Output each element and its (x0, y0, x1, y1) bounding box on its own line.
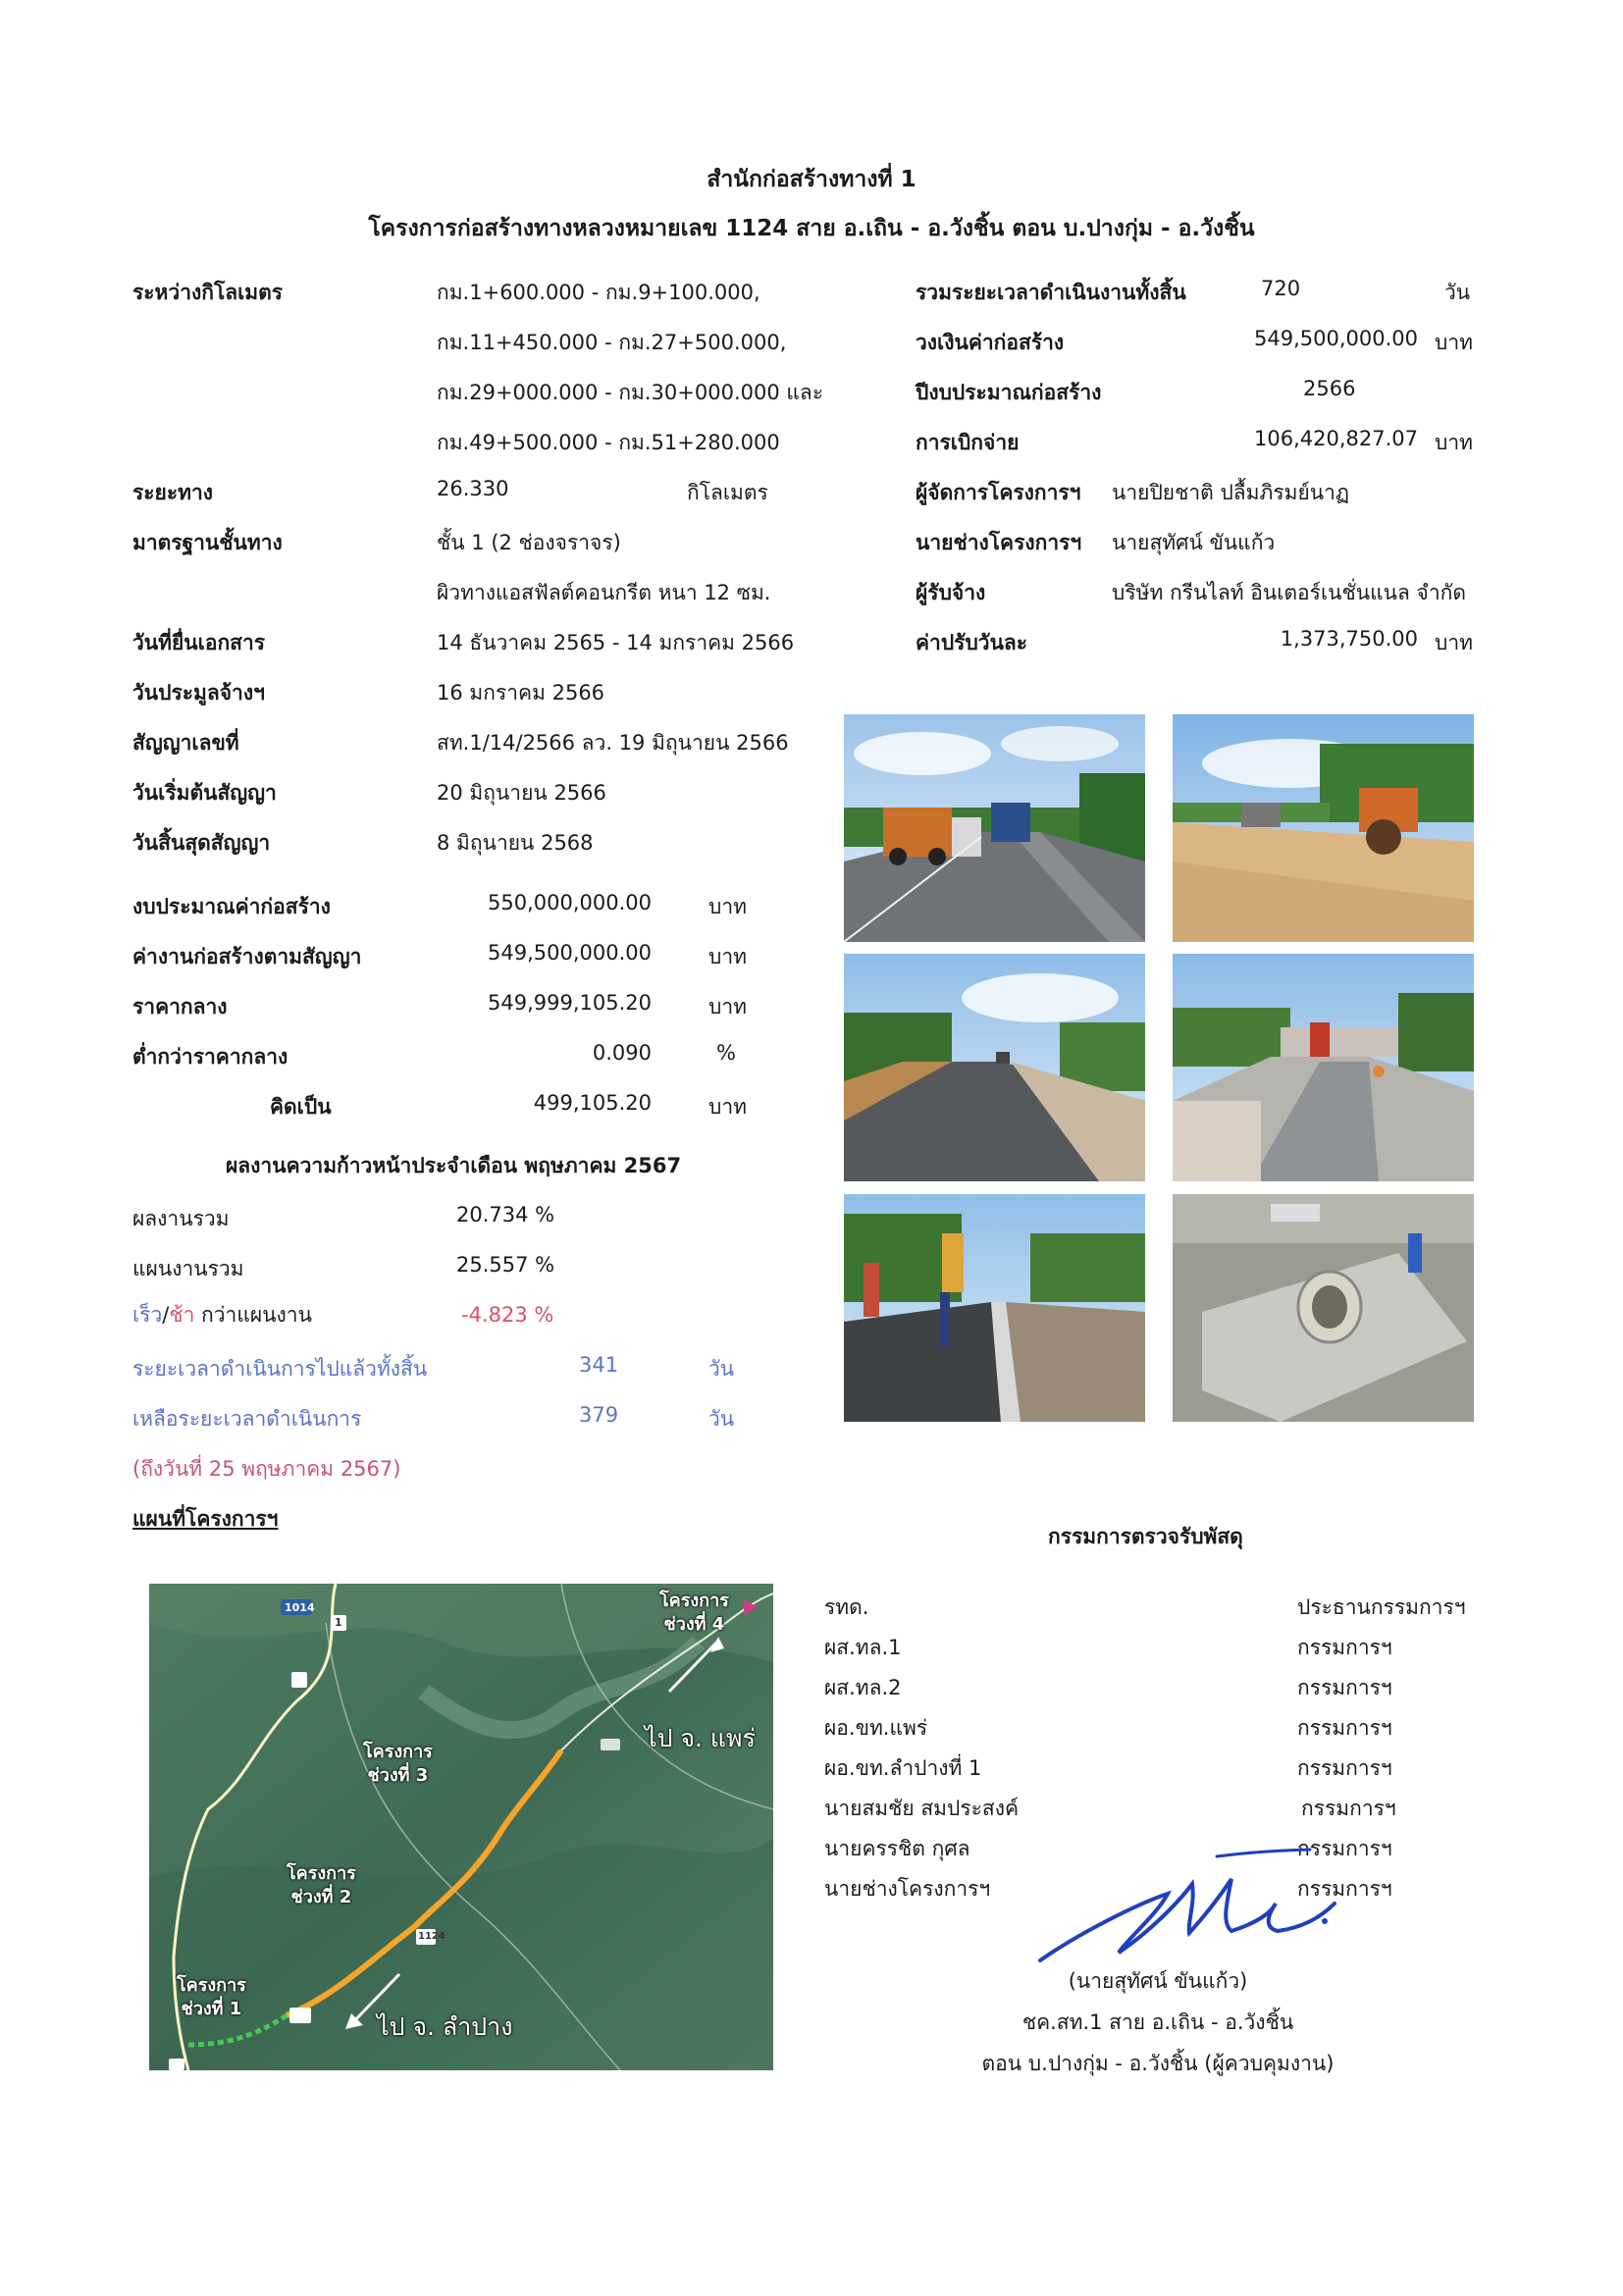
fast-word: เร็ว (132, 1303, 163, 1327)
slow-word: ช้า (169, 1303, 195, 1327)
distance-value: 26.330 (437, 477, 509, 500)
member-role-4: กรรมการฯ (1297, 1756, 1392, 1780)
member-role-1: กรรมการฯ (1297, 1636, 1392, 1659)
year-value: 2566 (1303, 377, 1356, 400)
finance-unit-4: บาท (708, 1095, 747, 1119)
km-line-2: กม.11+450.000 - กม.27+500.000, (437, 331, 787, 354)
finance-value-4: 499,105.20 (533, 1091, 652, 1115)
signer-name: (นายสุทัศน์ ขันแก้ว) (1068, 1969, 1248, 1993)
remain-label: เหลือระยะเวลาดำเนินการ (132, 1407, 362, 1431)
member-name-0: รทด. (824, 1595, 869, 1619)
vs-plan: กว่าแผนงาน (194, 1303, 312, 1327)
photo-road-prime (844, 954, 1145, 1181)
progress-speed-label (132, 1299, 312, 1331)
contract-no-value: สท.1/14/2566 ลว. 19 มิถุนายน 2566 (437, 731, 789, 755)
finance-label-4: คิดเป็น (270, 1095, 332, 1119)
finance-value-2: 549,999,105.20 (488, 991, 652, 1015)
member-role-5: กรรมการฯ (1301, 1797, 1396, 1820)
finance-value-1: 549,500,000.00 (488, 941, 652, 965)
progress-plan-label: แผนงานรวม (132, 1257, 244, 1280)
member-name-6: นายครรชิต กุศล (824, 1837, 970, 1860)
segment-2-label: โครงการ ช่วงที่ 2 (287, 1863, 356, 1907)
to-phrae-label: ไป จ. แพร่ (645, 1724, 756, 1752)
duration-unit: วัน (1444, 281, 1471, 304)
finance-value-3: 0.090 (592, 1041, 652, 1065)
member-name-4: ผอ.ขท.ลำปางที่ 1 (824, 1756, 982, 1780)
budget-value: 549,500,000.00 (1254, 327, 1418, 350)
segment-3-label: โครงการ ช่วงที่ 3 (363, 1742, 433, 1786)
km-line-1: กม.1+600.000 - กม.9+100.000, (437, 281, 760, 304)
progress-total-label: ผลงานรวม (132, 1207, 230, 1230)
signer-position-1: ชค.สท.1 สาย อ.เถิน - อ.วังชิ้น (1021, 2010, 1294, 2034)
signer-position-2: ตอน บ.ปางกุ่ม - อ.วังชิ้น (ผู้ควบคุมงาน) (981, 2052, 1335, 2075)
photo-curb-workers (844, 1194, 1145, 1422)
progress-diff-value: -4.823 % (461, 1303, 554, 1327)
finance-label-0: งบประมาณค่าก่อสร้าง (132, 895, 331, 918)
start-label: วันเริ่มต้นสัญญา (132, 781, 277, 805)
budget-unit: บาท (1435, 331, 1473, 354)
contractor-value: บริษัท กรีนไลท์ อินเตอร์เนชั่นแนล จำกัด (1112, 581, 1466, 604)
shield-1124: 1124 (418, 1931, 445, 1942)
member-role-7: กรรมการฯ (1297, 1877, 1392, 1901)
project-title: โครงการก่อสร้างทางหลวงหมายเลข 1124 สาย อ.เถิน - อ.วังชิ้น ตอน บ.ปางกุ่ม - อ.วังชิ้น (368, 216, 1255, 241)
km-line-4: กม.49+500.000 - กม.51+280.000 (437, 431, 780, 454)
elapsed-unit: วัน (708, 1357, 735, 1381)
distance-unit: กิโลเมตร (687, 481, 768, 504)
to-lampang-label: ไป จ. ลำปาง (377, 2012, 513, 2041)
elapsed-label: ระยะเวลาดำเนินการไปแล้วทั้งสิ้น (132, 1357, 428, 1381)
finance-unit-3: % (716, 1041, 736, 1065)
map-heading: แผนที่โครงการฯ (132, 1507, 279, 1531)
budget-label: วงเงินค่าก่อสร้าง (916, 331, 1065, 354)
duration-label: รวมระยะเวลาดำเนินงานทั้งสิ้น (916, 281, 1186, 304)
year-label: ปีงบประมาณก่อสร้าง (916, 381, 1102, 404)
member-role-2: กรรมการฯ (1297, 1676, 1392, 1699)
slash: / (162, 1303, 170, 1327)
member-role-6: กรรมการฯ (1297, 1837, 1392, 1860)
standard-value: ชั้น 1 (2 ช่องจราจร) (437, 531, 621, 554)
committee-heading: กรรมการตรวจรับพัสดุ (1048, 1525, 1243, 1548)
surface-value: ผิวทางแอสฟัลต์คอนกรีต หนา 12 ซม. (437, 581, 771, 604)
member-role-0: ประธานกรรมการฯ (1297, 1595, 1466, 1619)
progress-title: ผลงานความก้าวหน้าประจำเดือน พฤษภาคม 2567 (226, 1154, 682, 1177)
member-name-2: ผส.ทล.2 (824, 1676, 902, 1699)
finance-unit-0: บาท (708, 895, 747, 918)
auction-value: 16 มกราคม 2566 (437, 681, 605, 704)
finance-label-3: ต่ำกว่าราคากลาง (132, 1045, 288, 1069)
finance-label-1: ค่างานก่อสร้างตามสัญญา (132, 945, 362, 968)
project-map (149, 1584, 773, 2070)
distance-label: ระยะทาง (132, 481, 214, 504)
start-value: 20 มิถุนายน 2566 (437, 781, 606, 805)
signature-mark (1021, 1845, 1344, 1972)
disburse-label: การเบิกจ่าย (916, 431, 1020, 454)
km-line-3: กม.29+000.000 - กม.30+000.000 และ (437, 381, 824, 404)
submit-label: วันที่ยื่นเอกสาร (132, 631, 266, 654)
engineer-label: นายช่างโครงการฯ (916, 531, 1082, 554)
remain-unit: วัน (708, 1407, 735, 1431)
office-title: สำนักก่อสร้างทางที่ 1 (707, 167, 916, 192)
disburse-value: 106,420,827.07 (1254, 427, 1418, 450)
duration-value: 720 (1261, 277, 1301, 300)
standard-label: มาตรฐานชั้นทาง (132, 531, 283, 554)
shield-1: 1 (335, 1616, 342, 1629)
member-name-7: นายช่างโครงการฯ (824, 1877, 991, 1901)
elapsed-value: 341 (579, 1353, 619, 1377)
end-value: 8 มิถุนายน 2568 (437, 831, 594, 855)
contractor-label: ผู้รับจ้าง (916, 581, 986, 604)
shield-1014: 1014 (285, 1601, 315, 1614)
segment-4-label: โครงการ ช่วงที่ 4 (659, 1591, 729, 1635)
progress-total-value: 20.734 % (456, 1203, 555, 1226)
submit-value: 14 ธันวาคม 2565 - 14 มกราคม 2566 (437, 631, 795, 654)
photo-culvert (1173, 1194, 1474, 1422)
progress-plan-value: 25.557 % (456, 1253, 555, 1277)
member-name-3: ผอ.ขท.แพร่ (824, 1716, 928, 1740)
finance-value-0: 550,000,000.00 (488, 891, 652, 914)
finance-label-2: ราคากลาง (132, 995, 228, 1018)
photo-road-roller (1173, 714, 1474, 942)
fine-unit: บาท (1435, 631, 1473, 654)
member-role-3: กรรมการฯ (1297, 1716, 1392, 1740)
manager-value: นายปิยชาติ ปลื้มภิรมย์นาฏ (1112, 481, 1350, 504)
engineer-value: นายสุทัศน์ ขันแก้ว (1112, 531, 1276, 554)
finance-unit-1: บาท (708, 945, 747, 968)
km-label: ระหว่างกิโลเมตร (132, 281, 284, 304)
contract-no-label: สัญญาเลขที่ (132, 731, 239, 755)
finance-unit-2: บาท (708, 995, 747, 1018)
remain-value: 379 (579, 1403, 619, 1427)
end-label: วันสิ้นสุดสัญญา (132, 831, 271, 855)
asof-date: (ถึงวันที่ 25 พฤษภาคม 2567) (132, 1457, 401, 1481)
member-name-5: นายสมชัย สมประสงค์ (824, 1797, 1020, 1820)
segment-1-label: โครงการ ช่วงที่ 1 (177, 1975, 246, 2019)
photo-road-milling (844, 714, 1145, 942)
disburse-unit: บาท (1435, 431, 1473, 454)
photo-concrete-paving (1173, 954, 1474, 1181)
auction-label: วันประมูลจ้างฯ (132, 681, 265, 704)
fine-value: 1,373,750.00 (1280, 627, 1418, 651)
manager-label: ผู้จัดการโครงการฯ (916, 481, 1081, 504)
fine-label: ค่าปรับวันละ (916, 631, 1028, 654)
member-name-1: ผส.ทล.1 (824, 1636, 902, 1659)
